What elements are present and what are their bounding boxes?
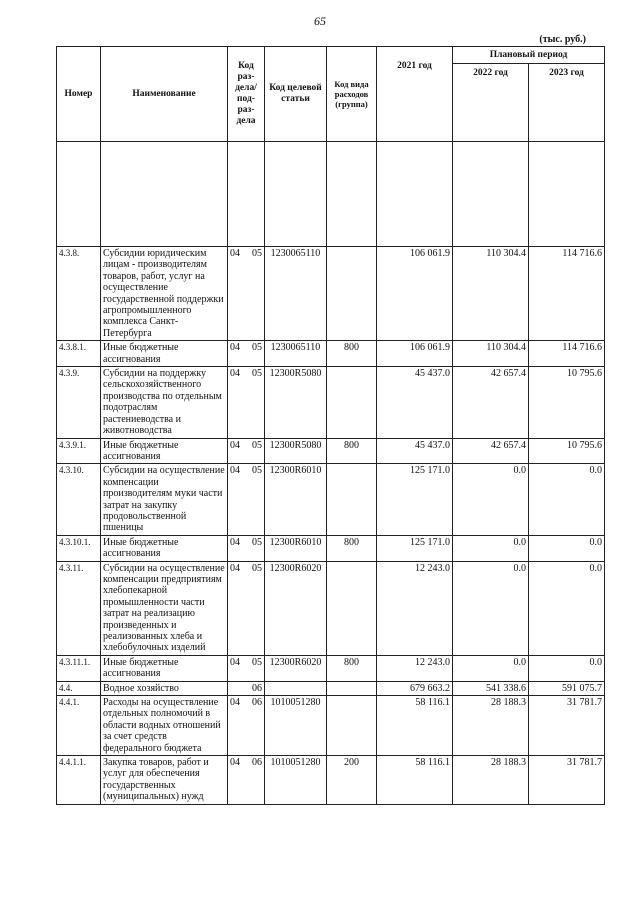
row-2022: 42 657.4	[453, 438, 529, 464]
row-section-code: 04 05	[228, 341, 265, 367]
row-number: 4.3.8.1.	[57, 341, 101, 367]
row-2023: 0.0	[529, 464, 605, 535]
row-number: 4.4.1.1.	[57, 756, 101, 805]
header-section: Код раз-дела/ под-раз-дела	[228, 47, 265, 142]
row-article-code: 12300R5080	[265, 438, 327, 464]
row-section-code: 04 06	[228, 756, 265, 805]
row-article-code: 12300R5080	[265, 367, 327, 438]
row-2021: 58 116.1	[377, 756, 453, 805]
row-2022: 541 338.6	[453, 681, 529, 695]
row-expense-code: 800	[327, 535, 377, 561]
row-expense-code	[327, 696, 377, 756]
row-article-code: 12300R6010	[265, 464, 327, 535]
header-number: Номер	[57, 47, 101, 142]
row-name: Субсидии на осуществление компенсации производителям муки части затрат на закупку продовольственной пшеницы	[101, 464, 228, 535]
header-row	[57, 47, 605, 64]
row-expense-code	[327, 464, 377, 535]
row-section-code: 04 05	[228, 655, 265, 681]
table-row	[57, 341, 605, 367]
row-2022: 0.0	[453, 561, 529, 655]
row-section-code: 04 05	[228, 438, 265, 464]
row-name: Закупка товаров, работ и услуг для обеспечения государственных (муниципальных) нужд	[101, 756, 228, 805]
header-2022: 2022 год	[453, 64, 529, 142]
row-number: 4.3.9.1.	[57, 438, 101, 464]
header-article: Код целевой статьи	[265, 47, 327, 142]
row-article-code	[265, 681, 327, 695]
row-2021: 106 061.9	[377, 341, 453, 367]
row-2021: 58 116.1	[377, 696, 453, 756]
row-article-code: 1010051280	[265, 756, 327, 805]
table-row	[57, 438, 605, 464]
row-2023: 31 781.7	[529, 756, 605, 805]
row-expense-code: 800	[327, 341, 377, 367]
header-planned-period: Плановый период	[453, 47, 605, 64]
row-2022: 0.0	[453, 655, 529, 681]
table-body	[57, 142, 605, 805]
row-2021: 12 243.0	[377, 655, 453, 681]
header-2021: 2021 год	[377, 47, 453, 142]
row-name: Иные бюджетные ассигнования	[101, 655, 228, 681]
table-row	[57, 561, 605, 655]
row-2023: 10 795.6	[529, 367, 605, 438]
row-number: 4.3.10.1.	[57, 535, 101, 561]
row-2023: 10 795.6	[529, 438, 605, 464]
row-2021: 12 243.0	[377, 561, 453, 655]
row-article-code: 12300R6020	[265, 655, 327, 681]
row-section-code: 04 05	[228, 247, 265, 341]
row-2022: 0.0	[453, 464, 529, 535]
row-2021: 125 171.0	[377, 464, 453, 535]
row-expense-code	[327, 247, 377, 341]
row-expense-code	[327, 681, 377, 695]
row-2023: 31 781.7	[529, 696, 605, 756]
row-expense-code: 800	[327, 438, 377, 464]
header-expense: Код вида расходов (группа)	[327, 47, 377, 142]
page-number: 65	[314, 14, 326, 28]
row-number: 4.3.10.	[57, 464, 101, 535]
row-section-code: 06	[228, 681, 265, 695]
row-number: 4.4.1.	[57, 696, 101, 756]
row-article-code: 1230065110	[265, 341, 327, 367]
row-expense-code: 800	[327, 655, 377, 681]
row-name: Субсидии юридическим лицам - производителям товаров, работ, услуг на осуществление государственной поддержки агропромышленного комплекса Санкт-Петербурга	[101, 247, 228, 341]
row-2021: 45 437.0	[377, 438, 453, 464]
row-2022: 28 188.3	[453, 756, 529, 805]
row-2022: 110 304.4	[453, 341, 529, 367]
header-2023: 2023 год	[529, 64, 605, 142]
row-number: 4.3.11.	[57, 561, 101, 655]
row-expense-code	[327, 367, 377, 438]
row-2022: 42 657.4	[453, 367, 529, 438]
row-expense-code: 200	[327, 756, 377, 805]
budget-table	[56, 46, 605, 805]
row-name: Расходы на осуществление отдельных полномочий в области водных отношений за счет средств федерального бюджета	[101, 696, 228, 756]
row-name: Иные бюджетные ассигнования	[101, 341, 228, 367]
row-number: 4.3.8.	[57, 247, 101, 341]
spacer-row	[57, 142, 605, 247]
row-2023: 0.0	[529, 561, 605, 655]
row-name: Субсидии на поддержку сельскохозяйственного производства по отдельным подотраслям растениеводства и животноводства	[101, 367, 228, 438]
row-name: Иные бюджетные ассигнования	[101, 438, 228, 464]
table-row	[57, 247, 605, 341]
row-article-code: 12300R6010	[265, 535, 327, 561]
header-name: Наименование	[101, 47, 228, 142]
row-number: 4.4.	[57, 681, 101, 695]
row-2023: 0.0	[529, 535, 605, 561]
row-section-code: 04 05	[228, 535, 265, 561]
table-row	[57, 756, 605, 805]
row-number: 4.3.9.	[57, 367, 101, 438]
row-2023: 114 716.6	[529, 341, 605, 367]
table-row	[57, 655, 605, 681]
row-section-code: 04 06	[228, 696, 265, 756]
row-2023: 0.0	[529, 655, 605, 681]
row-2022: 0.0	[453, 535, 529, 561]
row-section-code: 04 05	[228, 367, 265, 438]
row-2021: 106 061.9	[377, 247, 453, 341]
row-2023: 591 075.7	[529, 681, 605, 695]
units-label: (тыс. руб.)	[539, 34, 586, 45]
table-row	[57, 681, 605, 695]
row-section-code: 04 05	[228, 561, 265, 655]
row-number: 4.3.11.1.	[57, 655, 101, 681]
table-row	[57, 464, 605, 535]
row-article-code: 1010051280	[265, 696, 327, 756]
row-name: Водное хозяйство	[101, 681, 228, 695]
row-expense-code	[327, 561, 377, 655]
row-2021: 45 437.0	[377, 367, 453, 438]
table-row	[57, 367, 605, 438]
row-name: Иные бюджетные ассигнования	[101, 535, 228, 561]
table-row	[57, 696, 605, 756]
table-row	[57, 535, 605, 561]
row-name: Субсидии на осуществление компенсации предприятиям хлебопекарной промышленности части затрат на реализацию произведенных и реализованных хлеба и хлебобулочных изделий	[101, 561, 228, 655]
row-2021: 125 171.0	[377, 535, 453, 561]
row-section-code: 04 05	[228, 464, 265, 535]
row-2021: 679 663.2	[377, 681, 453, 695]
row-article-code: 1230065110	[265, 247, 327, 341]
row-article-code: 12300R6020	[265, 561, 327, 655]
row-2022: 28 188.3	[453, 696, 529, 756]
row-2023: 114 716.6	[529, 247, 605, 341]
row-2022: 110 304.4	[453, 247, 529, 341]
